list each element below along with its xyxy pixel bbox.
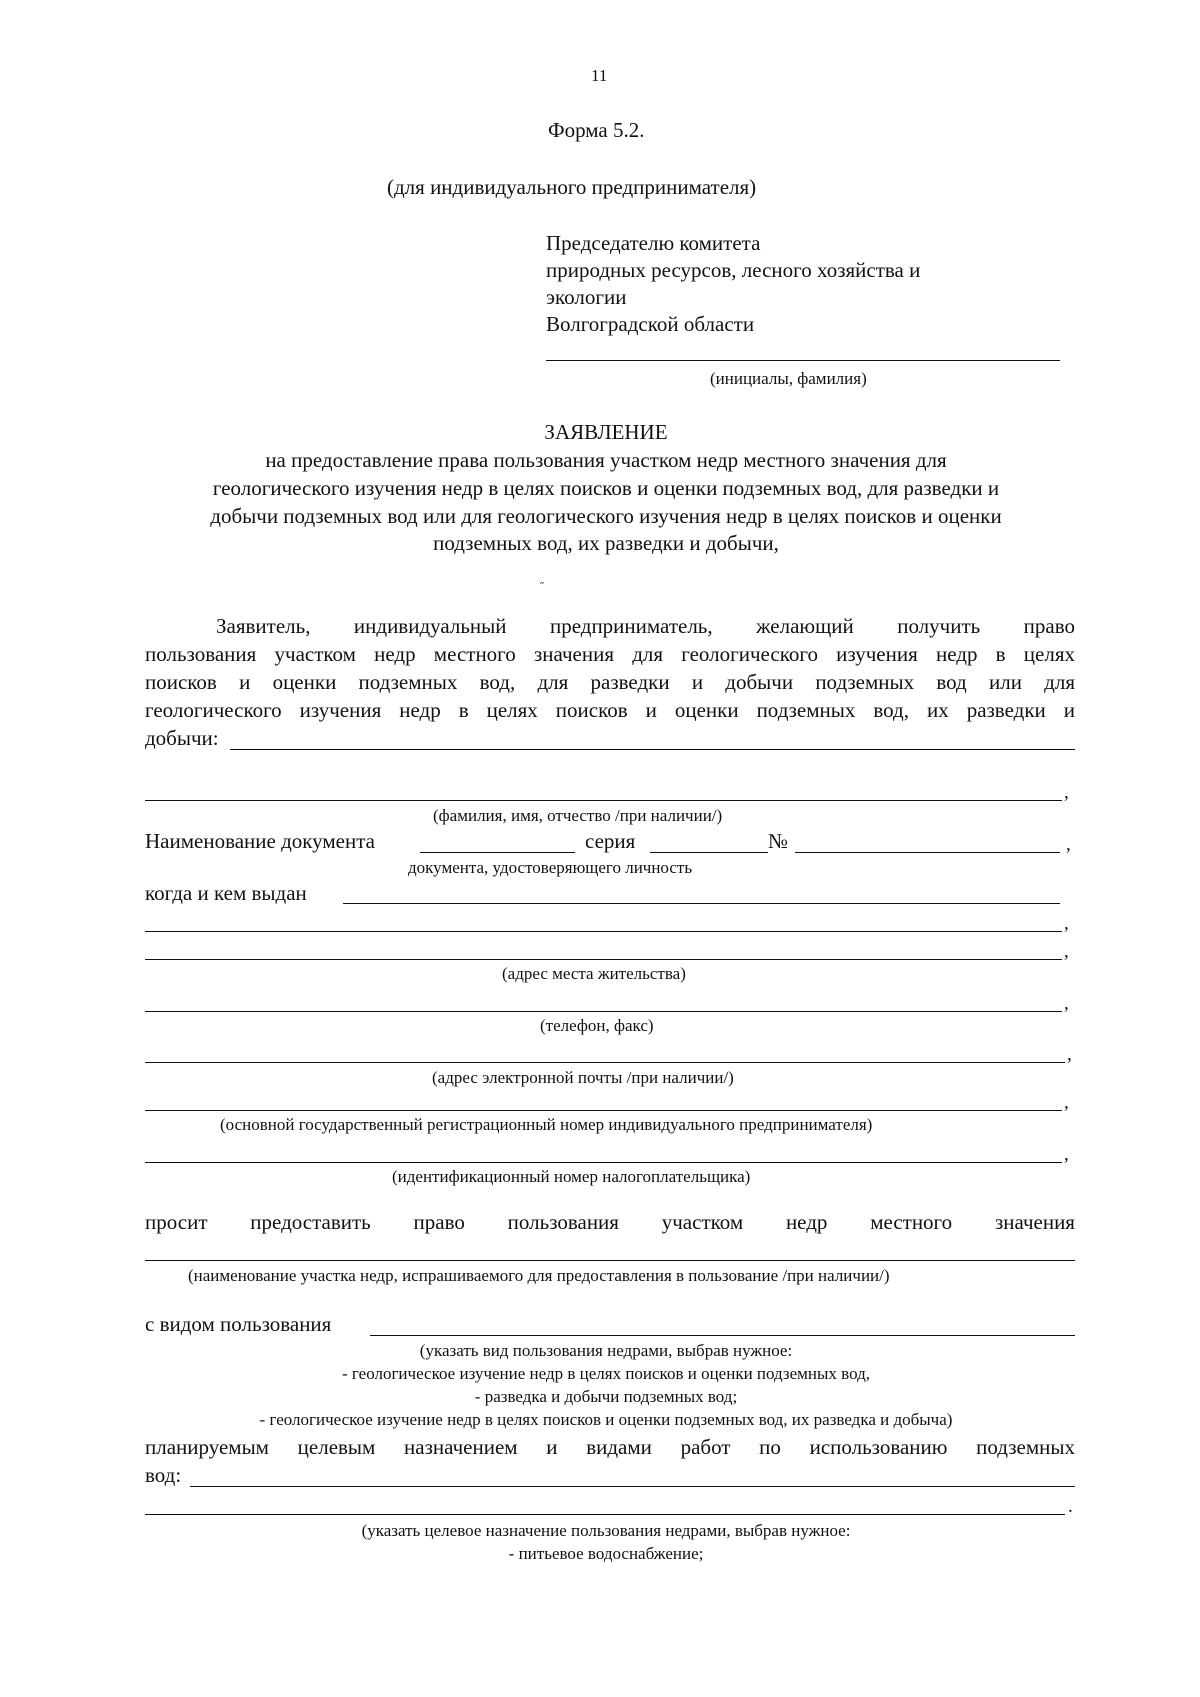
request-word: предоставить	[250, 1210, 371, 1234]
site-name-field-line[interactable]	[145, 1260, 1075, 1261]
usage-caption-line: (указать вид пользования недрами, выбрав нужное:	[419, 1341, 793, 1360]
stray-mark: ˶	[540, 574, 544, 588]
purpose-field-line[interactable]	[190, 1486, 1075, 1487]
doc-name-label: Наименование документа	[145, 829, 375, 853]
address-caption: (адрес места жительства)	[502, 964, 686, 983]
fio-field-line[interactable]	[145, 800, 1062, 801]
initials-caption: (инициалы, фамилия)	[710, 369, 867, 388]
title-line: геологического изучения недр в целях поисков и оценки подземных вод, для разведки и	[212, 476, 1000, 500]
series-label: серия	[585, 829, 636, 853]
site-caption: (наименование участка недр, испрашиваемого для предоставления в пользование /при наличии/)	[188, 1266, 890, 1285]
addressee-line: Председателю комитета	[546, 231, 761, 255]
form-subtitle: (для индивидуального предпринимателя)	[387, 175, 757, 199]
intro-line: геологического изучения недр в целях поисков и оценки подземных вод, их разведки и	[145, 698, 1075, 722]
request-word: просит	[145, 1210, 208, 1234]
usage-caption-line: - разведка и добычи подземных вод;	[474, 1387, 738, 1406]
intro-line: Заявитель, индивидуальный предприниматель, желающий получить право	[216, 614, 1075, 638]
doc-name-field-line[interactable]	[420, 852, 575, 853]
title-line: добычи подземных вод или для геологического изучения недр в целях поисков и оценки	[210, 504, 1002, 528]
request-word: участком	[661, 1210, 744, 1234]
comma: ,	[1064, 913, 1069, 934]
issued-continued-line[interactable]	[145, 931, 1062, 932]
request-word: значения	[994, 1210, 1075, 1234]
ogrnip-caption: (основной государственный регистрационный номер индивидуального предпринимателя)	[220, 1115, 873, 1134]
purpose-continued-line[interactable]	[145, 1514, 1065, 1515]
number-field-line[interactable]	[795, 852, 1060, 853]
intro-line: добычи:	[145, 726, 219, 750]
request-word: право	[413, 1210, 465, 1234]
email-caption: (адрес электронной почты /при наличии/)	[432, 1068, 734, 1087]
fio-caption: (фамилия, имя, отчество /при наличии/)	[433, 806, 723, 825]
request-word: пользования	[507, 1210, 619, 1234]
email-field-line[interactable]	[145, 1062, 1065, 1063]
inn-field-line[interactable]	[145, 1162, 1062, 1163]
phone-caption: (телефон, факс)	[540, 1016, 654, 1035]
comma: ,	[1064, 1092, 1069, 1113]
phone-field-line[interactable]	[145, 1011, 1062, 1012]
doc-caption: документа, удостоверяющего личность	[408, 858, 693, 877]
request-word: местного	[870, 1210, 953, 1234]
inn-caption: (идентификационный номер налогоплательщика)	[392, 1167, 751, 1186]
usage-field-line[interactable]	[370, 1335, 1075, 1336]
comma: ,	[1064, 782, 1069, 803]
ogrnip-field-line[interactable]	[145, 1110, 1062, 1111]
usage-caption-line: - геологическое изучение недр в целях поисков и оценки подземных вод, их разведка и добыча)	[259, 1410, 953, 1429]
addressee-line: экологии	[546, 285, 627, 309]
series-field-line[interactable]	[650, 852, 768, 853]
intro-line: пользования участком недр местного значения для геологического изучения недр в целях	[145, 642, 1075, 666]
applicant-field-line[interactable]	[230, 749, 1075, 750]
request-word: недр	[785, 1210, 828, 1234]
comma: ,	[1064, 1144, 1069, 1165]
addressee-line: Волгоградской области	[546, 312, 755, 336]
purpose-caption-line: - питьевое водоснабжение;	[508, 1544, 704, 1563]
issued-label: когда и кем выдан	[145, 881, 307, 905]
usage-label: с видом пользования	[145, 1312, 332, 1336]
request-line	[145, 1210, 1075, 1235]
addressee-line: природных ресурсов, лесного хозяйства и	[546, 258, 921, 282]
comma: ,	[1064, 941, 1069, 962]
comma: ,	[1067, 1044, 1072, 1065]
comma: ,	[1064, 993, 1069, 1014]
number-label: №	[768, 829, 789, 853]
initials-field-line[interactable]	[546, 360, 1060, 361]
period: .	[1068, 1496, 1073, 1517]
title-line: на предоставление права пользования участком недр местного значения для	[265, 448, 947, 472]
usage-caption-line: - геологическое изучение недр в целях поисков и оценки подземных вод,	[341, 1364, 870, 1383]
comma: ,	[1066, 834, 1071, 855]
issued-field-line[interactable]	[343, 903, 1060, 904]
form-label: Форма 5.2.	[548, 118, 645, 142]
address-field-line[interactable]	[145, 959, 1062, 960]
purpose-label: вод:	[145, 1463, 182, 1487]
page-number: 11	[591, 66, 608, 85]
intro-line: поисков и оценки подземных вод, для разведки и добычи подземных вод или для	[145, 670, 1075, 694]
document-title: ЗАЯВЛЕНИЕ	[544, 420, 668, 444]
title-line: подземных вод, их разведки и добычи,	[433, 531, 779, 555]
purpose-line: планируемым целевым назначением и видами работ по использованию подземных	[145, 1435, 1075, 1459]
purpose-caption-line: (указать целевое назначение пользования недрами, выбрав нужное:	[361, 1521, 851, 1540]
